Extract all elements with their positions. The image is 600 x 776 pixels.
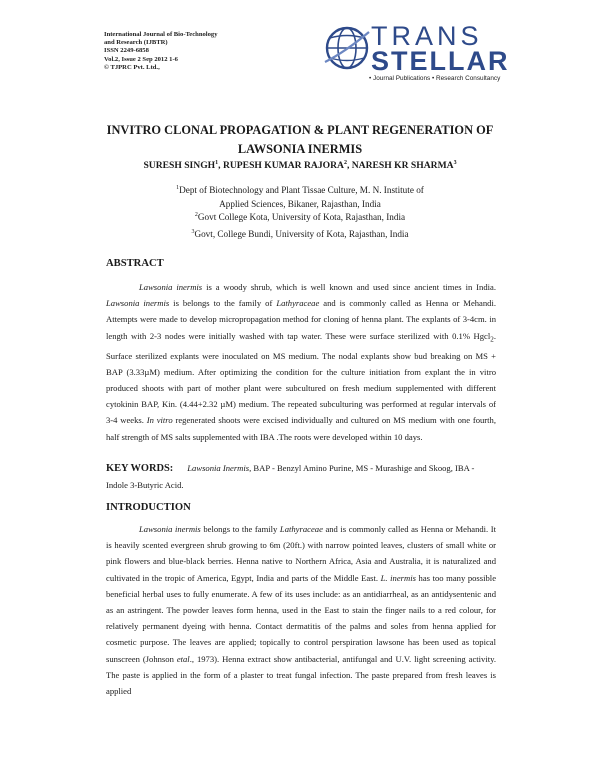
author-sep: , xyxy=(346,160,352,172)
abstract-text: is belongs to the family of xyxy=(169,298,277,309)
affiliation-2 xyxy=(170,208,430,224)
journal-issn: ISSN 2249-6858 xyxy=(104,47,149,55)
abstract-body xyxy=(106,279,496,445)
species-name: Lawsonia inermis xyxy=(106,298,170,309)
introduction-body xyxy=(106,521,496,699)
author-sep: , xyxy=(218,160,223,172)
journal-name-line2: and Research (IJBTR) xyxy=(104,39,168,47)
species-name: Lawsonia inermis xyxy=(139,282,203,292)
author-name: RUPESH KUMAR RAJORA xyxy=(222,160,344,172)
introduction-heading: INTRODUCTION xyxy=(106,502,191,513)
publisher-logo xyxy=(323,21,510,84)
author-name: SURESH SINGH xyxy=(143,160,216,172)
author-name: NARESH KR SHARMA xyxy=(351,160,454,172)
intro-text: belongs to the family xyxy=(200,524,280,534)
keywords xyxy=(106,460,496,493)
family-name: Lathyraceae xyxy=(279,524,323,534)
intro-text: and is commonly called as Henna or Mehandi. It is heavily scented evergreen shrub growing to 6m (20ft.) with narrow pointed leaves, clusters of small white or pink flowers and blue-black berries. Henna native to Northern Africa, Asia and Australia, it is naturalized and cultivated in the tropic of America, Egypt, India and parts of the Middle East. xyxy=(106,524,496,583)
affiliation-sup: 3 xyxy=(191,229,195,235)
intro-text: has too many possible beneficial herbal uses to fully enumerate. A few of its uses include: as an antidiarrheal, as an antidysentenic and as an astringent. The powder leaves form henna, used in the East to stain the finger nails to a red colour, for relatively permanent dyeing with henna. Contact dermatitis of the palms and soles from henna applied for cosmetic purpose. The leaves are applied; topically to control perspiration lawsone has been used as topical sunscreen (Johnson xyxy=(106,572,497,664)
intro-text: ., 1973). Henna extract show antibacterial, antifungal and U.V. light screening activity. The paste is applied in the form of a plaster to treat fungal infection. The paste prepared from fresh leaves is applied xyxy=(106,653,497,697)
affiliation-sup: 1 xyxy=(176,185,180,191)
author-sup: 2 xyxy=(343,160,347,166)
species-abbrev: L. inermis xyxy=(380,572,416,583)
journal-copyright: © TJPRC Pvt. Ltd., xyxy=(104,63,160,71)
affiliation-text: Dept of Biotechnology and Plant Tissae Culture, M. N. Institute of Applied Sciences, Bikaner, Rajasthan, India xyxy=(179,185,424,210)
logo-tagline: • Journal Publications • Research Consultancy xyxy=(369,75,501,82)
logo-word-trans: TRANS xyxy=(371,21,483,51)
abstract-text: regenerated shoots were excised individually and cultured on MS medium with one fourth, half strength of MS salts supplemented with IBA .The roots were developed within 10 days. xyxy=(106,415,496,442)
abstract-text: and is commonly called as Henna or Mehandi. Attempts were made to develop micropropagation method for cloning of henna plant. The explants of 3-4cm. in length with 2-3 nodes were initially washed with tap water. These were surface sterilized with 0.1% Hgcl xyxy=(106,298,497,341)
author-list xyxy=(60,160,540,171)
title-line-1: INVITRO CLONAL PROPAGATION & PLANT REGENERATION OF xyxy=(106,123,494,137)
affiliation-text: Govt College Kota, University of Kota, Rajasthan, India xyxy=(197,212,406,223)
abstract-heading: ABSTRACT xyxy=(106,258,164,269)
affiliation-text: Govt, College Bundi, University of Kota, Rajasthan, India xyxy=(194,229,409,240)
species-name: Lawsonia inermis xyxy=(139,524,201,534)
affiliation-1 xyxy=(170,181,430,211)
journal-volume: Vol.2, Issue 2 Sep 2012 1-6 xyxy=(104,55,178,63)
author-sup: 1 xyxy=(215,160,219,166)
author-sup: 3 xyxy=(453,160,457,166)
logo-word-stellar: STELLAR xyxy=(371,46,510,76)
journal-name-line1: International Journal of Bio-Technology xyxy=(104,31,218,38)
citation-etal: etal xyxy=(176,653,190,664)
affiliation-sup: 2 xyxy=(194,212,198,218)
keywords-label: KEY WORDS: xyxy=(106,463,174,474)
affiliation-3 xyxy=(170,225,430,241)
globe-icon xyxy=(323,22,371,76)
family-name: Lathyraceae xyxy=(276,298,320,309)
title-line-2: LAWSONIA INERMIS xyxy=(237,142,363,156)
paper-title xyxy=(60,121,540,159)
subscript: 2 xyxy=(490,335,494,344)
keywords-text: BAP - Benzyl Amino Purine, MS - Murashige and Skoog, IBA - Indole 3-Butyric Acid. xyxy=(106,463,475,491)
keyword-species: Lawsonia Inermis, xyxy=(187,463,252,473)
journal-info xyxy=(104,31,218,72)
abstract-text: . Surface sterilized explants were inoculated on MS medium. The nodal explants show bud breaking on MS + BAP (3.33µM) medium. After optimizing the condition for the culture initiation from explant the in vitro produced shoots with part of mother plant were subcultured on fresh medium supplemented with different cytokinin BAP, Kin. (4.44+2.32 µM) medium. The repeated subculturing was performed at regular intervals of 3-4 weeks. xyxy=(106,330,496,426)
in-vitro-term: In vitro xyxy=(146,415,173,426)
abstract-text: is a woody shrub, which is well known and used since ancient times in India. xyxy=(202,282,496,292)
